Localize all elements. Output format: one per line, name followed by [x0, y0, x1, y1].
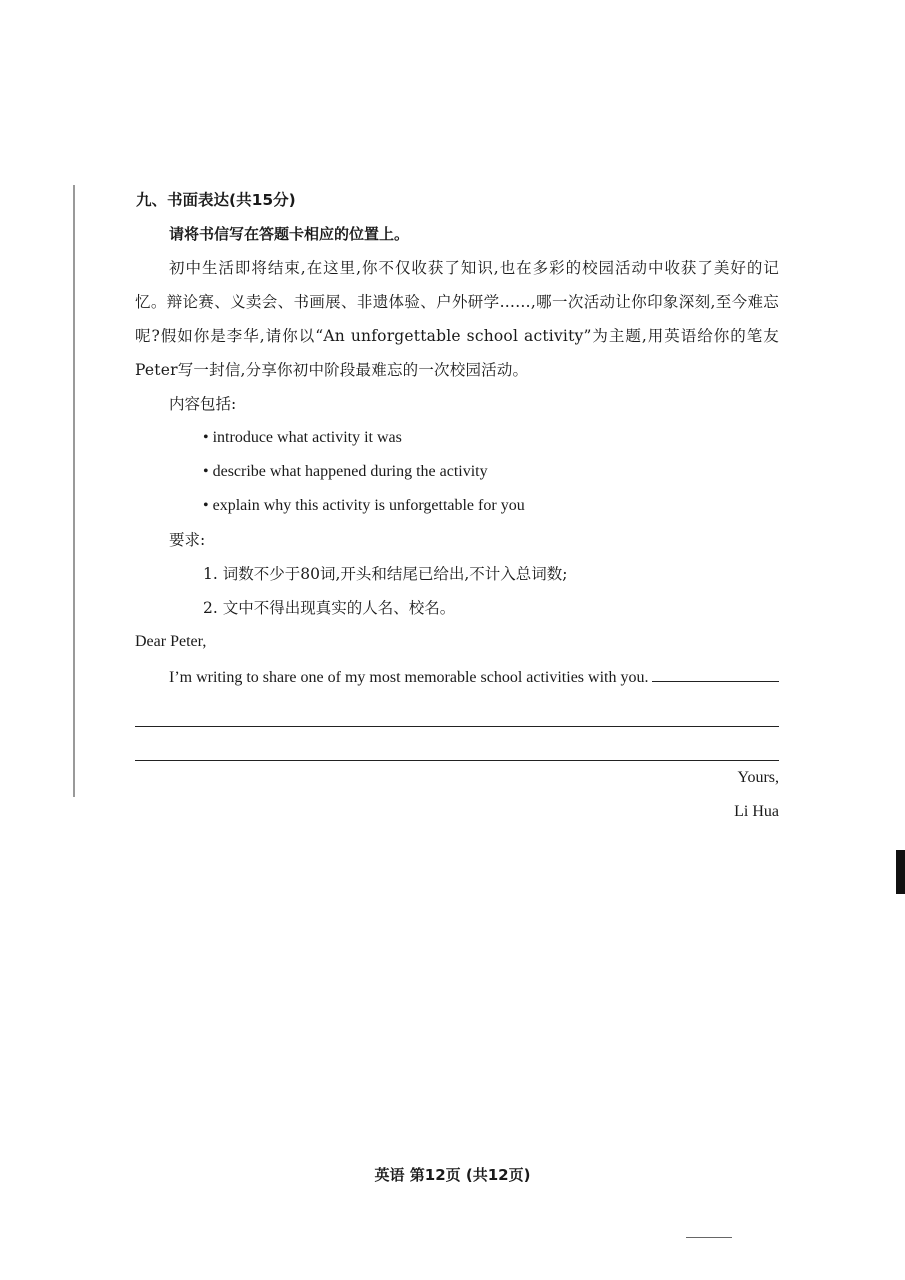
task-prompt: 初中生活即将结束,在这里,你不仅收获了知识,也在多彩的校园活动中收获了美好的记忆。辩论赛、义卖会、书画展、非遗体验、户外研学……,哪一次活动让你印象深刻,至今难忘呢?假如你是李华,请你以“An unforgettable school activity”为主题,用英语给你的笔友Peter写一封信,分享你初中阶段最难忘的一次校园活动。 [135, 259, 779, 379]
answer-blank-inline[interactable] [652, 659, 779, 682]
section-instruction: 请将书信写在答题卡相应的位置上。 [169, 225, 410, 243]
section-heading: 九、书面表达(共15分) [136, 191, 296, 209]
content-points-label: 内容包括: [169, 395, 237, 413]
requirement-item: 2. 文中不得出现真实的人名、校名。 [203, 599, 456, 617]
requirements-label: 要求: [169, 531, 206, 549]
content-point: • explain why this activity is unforgettable for you [203, 497, 525, 514]
binding-margin-line [73, 185, 75, 797]
letter-signature: Li Hua [734, 803, 779, 820]
page-footer: 英语 第12页 (共12页) [374, 1166, 531, 1184]
footer-mark [686, 1237, 732, 1238]
answer-line[interactable] [135, 693, 779, 727]
scan-edge-mark [896, 850, 905, 894]
content-point: • introduce what activity it was [203, 429, 402, 446]
letter-closing: Yours, [737, 769, 779, 786]
letter-greeting: Dear Peter, [135, 633, 207, 650]
answer-line[interactable] [135, 727, 779, 761]
letter-opening-text: I’m writing to share one of my most memorable school activities with you. [169, 669, 649, 686]
requirement-item: 1. 词数不少于80词,开头和结尾已给出,不计入总词数; [203, 565, 568, 583]
content-point: • describe what happened during the activity [203, 463, 488, 480]
writing-section [135, 183, 779, 829]
letter-opening-line [169, 659, 779, 693]
